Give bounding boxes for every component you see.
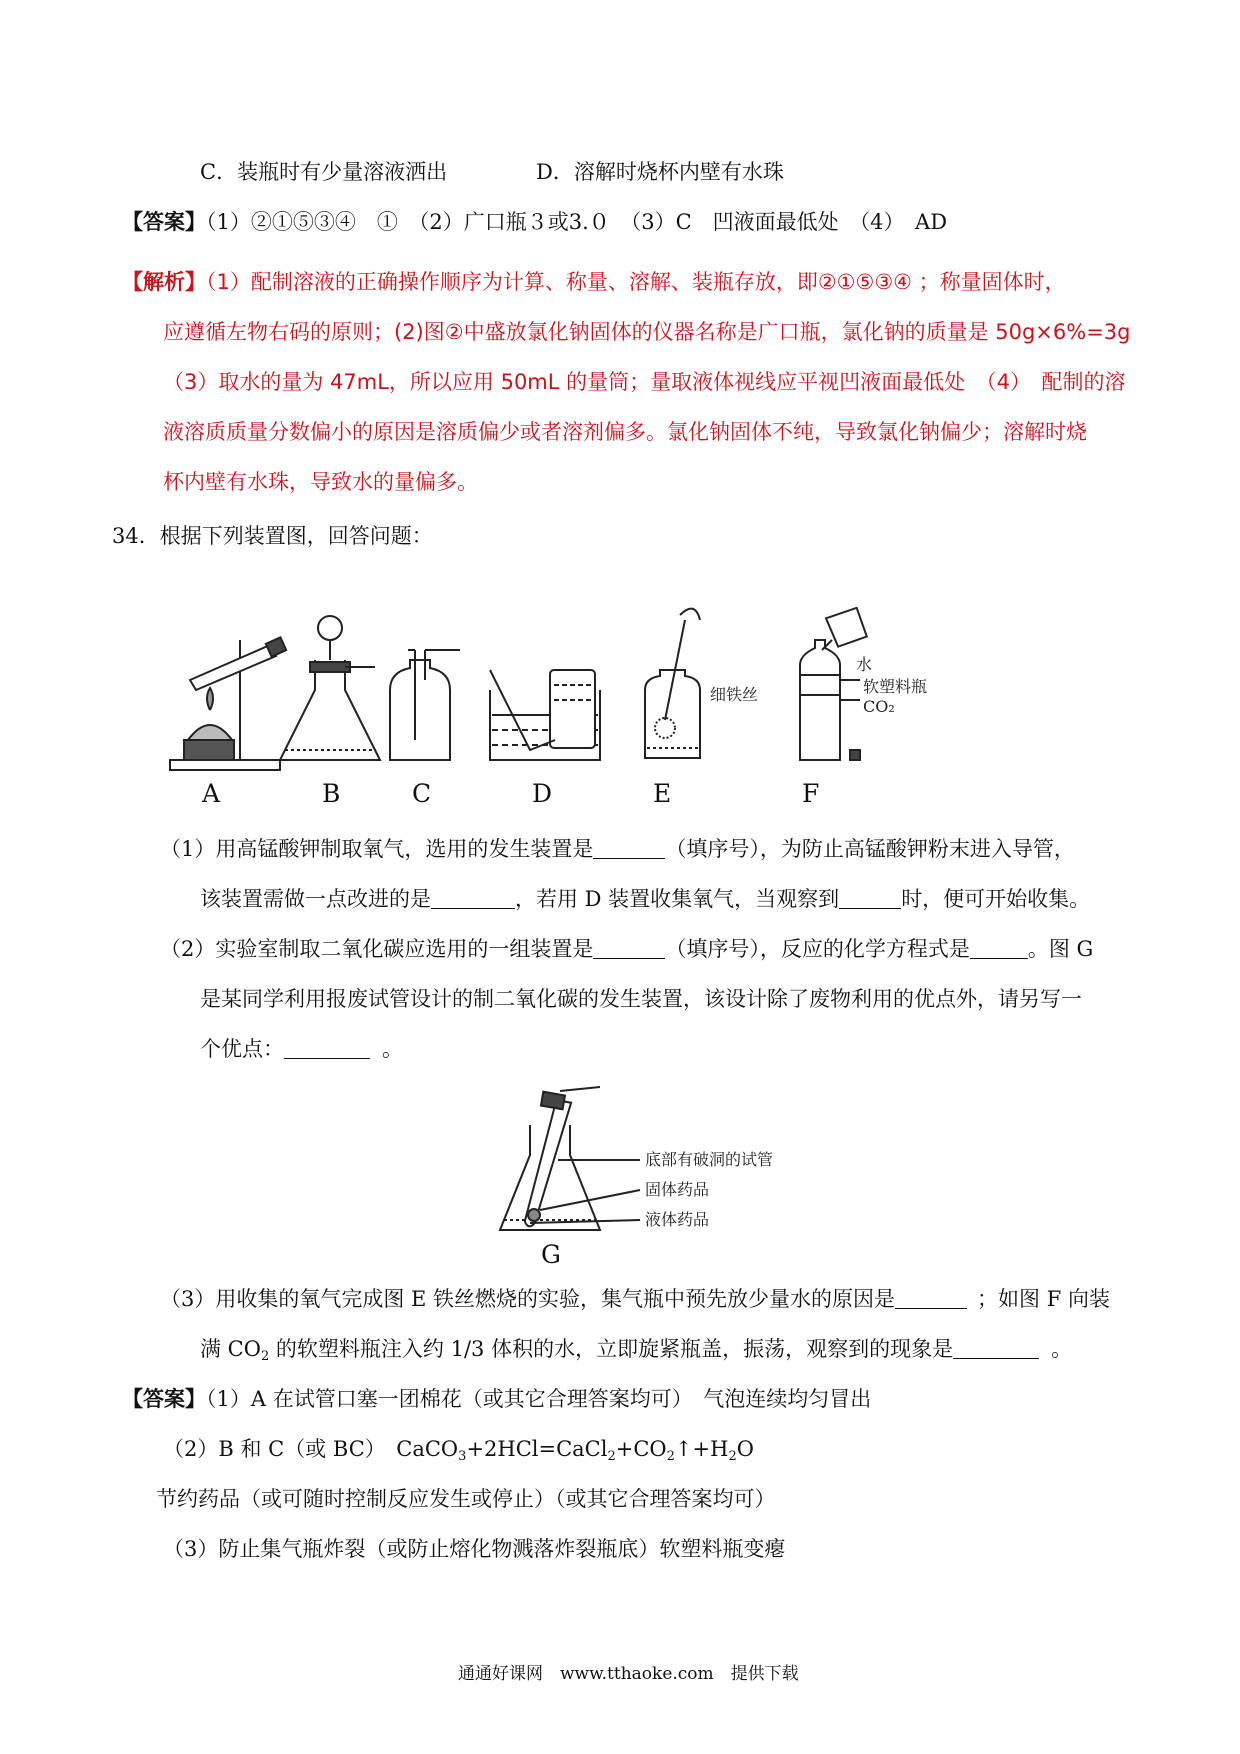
p1-text-a: （1）用高锰酸钾制取氧气，选用的发生装置是 bbox=[160, 837, 594, 861]
q34-p3-line1 bbox=[160, 1285, 1110, 1313]
analysis-line-3: （3）取水的量为 47mL，所以应用 50mL 的量筒；量取液体视线应平视凹液面最低处 （4） 配制的溶 bbox=[163, 370, 1126, 394]
note-iron-wire: 细铁丝 bbox=[710, 685, 759, 704]
label-e: E bbox=[653, 779, 672, 808]
q34-p2-line2: 是某同学利用报废试管设计的制二氧化碳的发生装置，该设计除了废物利用的优点外，请另写一 bbox=[200, 987, 1082, 1011]
note-water: 水 bbox=[856, 655, 873, 674]
note-liquid: 液体药品 bbox=[645, 1210, 710, 1229]
analysis-line-1 bbox=[122, 268, 1066, 296]
p2-text-e: 个优点： bbox=[200, 1037, 284, 1061]
p2-text-c: 。图 G bbox=[1027, 937, 1094, 961]
p3-text-b: ；如图 F 向装 bbox=[977, 1287, 1110, 1311]
option-d: D．溶解时烧杯内壁有水珠 bbox=[536, 160, 784, 184]
answer-text: （1）②①⑤③④ ① （2）广口瓶３或3.０ （3）C 凹液面最低处 （4） AD bbox=[206, 210, 948, 234]
q34-p1-line2 bbox=[200, 885, 1090, 913]
p3-text-c2: 的软塑料瓶注入约 1/3 体积的水，立即旋紧瓶盖，振荡，观察到的现象是 bbox=[269, 1337, 954, 1361]
note-plastic-bottle: 软塑料瓶 bbox=[863, 677, 928, 696]
ans2-s4: 2 bbox=[728, 1449, 737, 1464]
apparatus-c bbox=[390, 650, 460, 760]
ans2-b: +2HCl=CaCl bbox=[466, 1437, 608, 1461]
option-c: C．装瓶时有少量溶液洒出 bbox=[200, 160, 448, 184]
p3-text-a: （3）用收集的氧气完成图 E 铁丝燃烧的实验，集气瓶中预先放少量水的原因是 bbox=[160, 1287, 896, 1311]
p1-text-b: （填序号），为防止高锰酸钾粉末进入导管， bbox=[665, 837, 1075, 861]
analysis-label: 【解析】 bbox=[122, 270, 206, 294]
apparatus-d bbox=[490, 670, 600, 760]
ans2-a: （2）B 和 C（或 BC） CaCO bbox=[163, 1437, 459, 1461]
label-a: A bbox=[202, 779, 221, 808]
ans1-text: （1）A 在试管口塞一团棉花（或其它合理答案均可） 气泡连续均匀冒出 bbox=[206, 1387, 872, 1411]
blank-8[interactable] bbox=[953, 1338, 1039, 1359]
ans2-s1: 3 bbox=[458, 1449, 467, 1464]
q33-answer bbox=[122, 208, 947, 236]
q34-p3-line2 bbox=[200, 1335, 1072, 1363]
p1-text-d: ，若用 D 装置收集氧气，当观察到 bbox=[515, 887, 840, 911]
answer-label: 【答案】 bbox=[122, 209, 206, 234]
apparatus-e bbox=[645, 609, 700, 758]
apparatus-g bbox=[500, 1087, 640, 1230]
q34-p1-line1 bbox=[160, 835, 1075, 863]
ans2-c: +CO bbox=[615, 1437, 667, 1461]
apparatus-g-figure bbox=[490, 1085, 850, 1265]
ans2-e: O bbox=[736, 1437, 754, 1461]
apparatus-a bbox=[170, 637, 286, 770]
blank-7[interactable] bbox=[895, 1288, 967, 1309]
q34-stem: 34．根据下列装置图，回答问题： bbox=[112, 524, 433, 548]
p2-text-b: （填序号），反应的化学方程式是 bbox=[665, 937, 970, 961]
blank-4[interactable] bbox=[593, 938, 665, 959]
blank-6[interactable] bbox=[284, 1038, 370, 1059]
p2-text-f: 。 bbox=[382, 1037, 403, 1061]
blank-5[interactable] bbox=[970, 938, 1028, 959]
page-footer: 通通好课网 www.tthaoke.com 提供下载 bbox=[458, 1664, 799, 1684]
analysis-line-2: 应遵循左物右码的原则；(2)图②中盛放氯化钠固体的仪器名称是广口瓶，氯化钠的质量是 50g×6%=3g bbox=[163, 320, 1131, 344]
ans2-s3: 2 bbox=[666, 1449, 675, 1464]
p1-text-c: 该装置需做一点改进的是 bbox=[200, 887, 431, 911]
apparatus-b bbox=[280, 616, 380, 760]
apparatus-figure bbox=[160, 600, 1060, 810]
label-d: D bbox=[532, 779, 553, 808]
p3-text-c1: 满 CO bbox=[200, 1337, 261, 1361]
blank-2[interactable] bbox=[431, 888, 515, 909]
ans2-d: ↑+H bbox=[674, 1437, 729, 1461]
q34-answer-1 bbox=[122, 1385, 871, 1413]
note-solid: 固体药品 bbox=[645, 1180, 710, 1199]
q34-p2-line1 bbox=[160, 935, 1093, 963]
label-f: F bbox=[802, 779, 820, 808]
analysis-line-5: 杯内壁有水珠，导致水的量偏多。 bbox=[163, 470, 478, 494]
ans2-s2: 2 bbox=[607, 1449, 616, 1464]
q34-p2-line3 bbox=[200, 1035, 403, 1063]
p2-text-a: （2）实验室制取二氧化碳应选用的一组装置是 bbox=[160, 937, 594, 961]
p3-sub: 2 bbox=[260, 1349, 270, 1364]
q34-answer-2 bbox=[163, 1435, 754, 1463]
apparatus-f bbox=[800, 607, 868, 760]
label-b: B bbox=[322, 779, 341, 808]
blank-1[interactable] bbox=[593, 838, 665, 859]
q34-answer-label: 【答案】 bbox=[122, 1386, 206, 1411]
analysis-text-1: （1）配制溶液的正确操作顺序为计算、称量、溶解、装瓶存放，即②①⑤③④ ；称量固体时， bbox=[206, 270, 1066, 294]
q34-answer-3: 节约药品（或可随时控制反应发生或停止）（或其它合理答案均可） bbox=[156, 1487, 776, 1511]
blank-3[interactable] bbox=[839, 888, 901, 909]
q34-answer-4: （3）防止集气瓶炸裂（或防止熔化物溅落炸裂瓶底）软塑料瓶变瘪 bbox=[163, 1537, 786, 1561]
analysis-line-4: 液溶质质量分数偏小的原因是溶质偏少或者溶剂偏多。氯化钠固体不纯，导致氯化钠偏少；溶解时烧 bbox=[163, 420, 1087, 444]
p3-text-d: 。 bbox=[1051, 1337, 1073, 1361]
note-broken-tube: 底部有破洞的试管 bbox=[645, 1150, 774, 1169]
note-co2: CO₂ bbox=[863, 697, 895, 716]
p1-text-e: 时，便可开始收集。 bbox=[901, 887, 1091, 911]
label-g: G bbox=[541, 1240, 561, 1265]
label-c: C bbox=[412, 779, 432, 808]
